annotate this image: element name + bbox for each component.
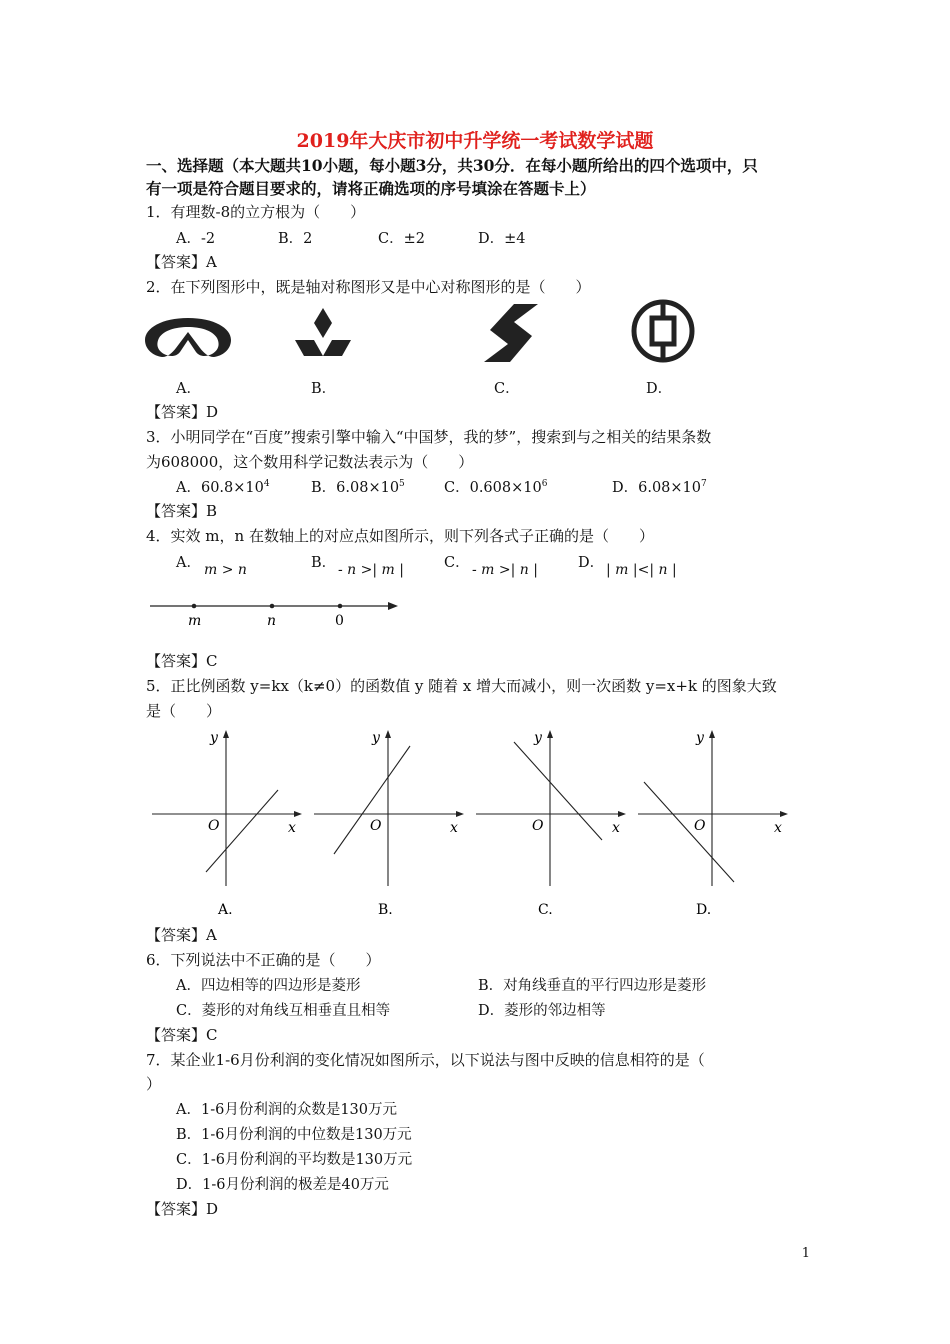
- point-zero: [338, 604, 343, 609]
- graph-a-label: A.: [218, 902, 233, 918]
- graph-c-y: y: [534, 730, 542, 746]
- page-title: 2019年大庆市初中升学统一考试数学试题: [296, 130, 654, 152]
- q2-stem: 2．在下列图形中，既是轴对称图形又是中心对称图形的是（ ）: [146, 278, 591, 296]
- graph-a-y: y: [210, 730, 218, 746]
- q3-option-a: A．$60.8\times 10^4$: [176, 479, 270, 496]
- q4-option-a-expr: m > n: [204, 562, 247, 578]
- q2-option-d: D．: [646, 381, 673, 397]
- q1-option-b: B．2: [278, 231, 313, 247]
- graph-b-label: B.: [378, 902, 393, 918]
- graph-d: [634, 726, 794, 926]
- section-heading-line1: 一、选择题（本大题共10小题，每小题3分，共30分．在每小题所给出的四个选项中，只: [146, 156, 758, 175]
- point-m: [192, 604, 197, 609]
- q7-option-b: B．1-6月份利润的中位数是130万元: [176, 1127, 412, 1143]
- graph-c-label: C.: [538, 902, 553, 918]
- q3-answer: 【答案】B: [146, 502, 218, 520]
- page-number: 1: [801, 1246, 810, 1261]
- graph-d-label: D.: [696, 902, 712, 918]
- q7-option-a: A．1-6月份利润的众数是130万元: [176, 1102, 397, 1118]
- q1-stem: 1．有理数-8的立方根为（ ）: [146, 203, 366, 221]
- q6-option-c: C．菱形的对角线互相垂直且相等: [176, 1003, 391, 1019]
- label-m: m: [188, 613, 202, 629]
- q5-stem-line1: 5．正比例函数 y=kx（k≠0）的函数值 y 随着 x 增大而减小，则一次函数 y=x+k 的图象大致: [146, 677, 777, 695]
- graph-b: [310, 726, 470, 926]
- q3-option-d: D．$6.08\times 10^7$: [612, 479, 707, 496]
- q7-stem-line1: 7．某企业1-6月份利润的变化情况如图所示，以下说法与图中反映的信息相符的是（: [146, 1051, 705, 1069]
- graph-d-y: y: [696, 730, 704, 746]
- q4-stem: 4．实效 m，n 在数轴上的对应点如图所示，则下列各式子正确的是（ ）: [146, 527, 654, 545]
- q7-option-d: D．1-6月份利润的极差是40万元: [176, 1177, 389, 1193]
- q3-stem-line1: 3．小明同学在“百度”搜索引擎中输入“中国梦，我的梦”，搜索到与之相关的结果条数: [146, 428, 712, 446]
- graph-c-x: x: [612, 820, 620, 836]
- label-n: n: [267, 613, 277, 629]
- q7-answer: 【答案】D: [146, 1200, 219, 1218]
- q2-option-c: C．: [494, 381, 520, 397]
- graph-c: [472, 726, 632, 926]
- q4-option-b-label: B．: [311, 555, 337, 571]
- q6-option-a: A．四边相等的四边形是菱形: [176, 978, 361, 994]
- q7-stem-line2: ）: [146, 1075, 162, 1093]
- coin-logo-figure: [630, 298, 696, 364]
- graph-a-x: x: [288, 820, 296, 836]
- number-line-arrow: [388, 602, 398, 610]
- graph-d-origin: O: [694, 818, 706, 834]
- graph-b-origin: O: [370, 818, 382, 834]
- q4-option-c-label: C．: [444, 555, 470, 571]
- infiniti-logo-figure: [140, 310, 236, 366]
- section-heading-line2: 有一项是符合题目要求的，请将正确选项的序号填涂在答题卡上）: [146, 179, 596, 198]
- q3-stem-line2: 为608000，这个数用科学记数法表示为（ ）: [146, 453, 474, 471]
- q3-option-c: C．$0.608\times 10^6$: [444, 479, 548, 496]
- q6-option-d: D．菱形的邻边相等: [478, 1003, 606, 1019]
- q4-answer: 【答案】C: [146, 652, 218, 670]
- graph-c-origin: O: [532, 818, 544, 834]
- q4-option-c-expr: - m >| n |: [472, 562, 538, 578]
- q1-option-d: D．±4: [478, 231, 526, 247]
- q3-option-b: B．$6.08\times 10^5$: [311, 479, 405, 496]
- graph-a-origin: O: [208, 818, 220, 834]
- q2-answer: 【答案】D: [146, 403, 219, 421]
- graph-d-x: x: [774, 820, 782, 836]
- q4-option-d-expr: | m |<| n |: [606, 562, 677, 578]
- q2-option-b: B．: [311, 381, 337, 397]
- graph-b-x: x: [450, 820, 458, 836]
- q1-option-a: A．-2: [176, 231, 216, 247]
- q5-answer: 【答案】A: [146, 926, 217, 944]
- q6-answer: 【答案】C: [146, 1026, 218, 1044]
- graph-a: [148, 726, 308, 926]
- q6-stem: 6．下列说法中不正确的是（ ）: [146, 951, 381, 969]
- q1-option-c: C．±2: [378, 231, 425, 247]
- q4-option-a-label: A．: [176, 555, 201, 571]
- label-zero: 0: [335, 613, 344, 629]
- q4-option-d-label: D．: [578, 555, 605, 571]
- q2-option-a: A．: [176, 381, 201, 397]
- q4-option-b-expr: - n >| m |: [338, 562, 404, 578]
- point-n: [270, 604, 275, 609]
- q1-answer: 【答案】A: [146, 253, 217, 271]
- graph-b-y: y: [372, 730, 380, 746]
- q5-stem-line2: 是（ ）: [146, 702, 222, 720]
- q6-option-b: B．对角线垂直的平行四边形是菱形: [478, 978, 707, 994]
- q7-option-c: C．1-6月份利润的平均数是130万元: [176, 1152, 413, 1168]
- number-line-figure: [146, 596, 406, 636]
- mitsubishi-logo-figure: [290, 306, 356, 364]
- suzuki-logo-figure: [476, 300, 546, 366]
